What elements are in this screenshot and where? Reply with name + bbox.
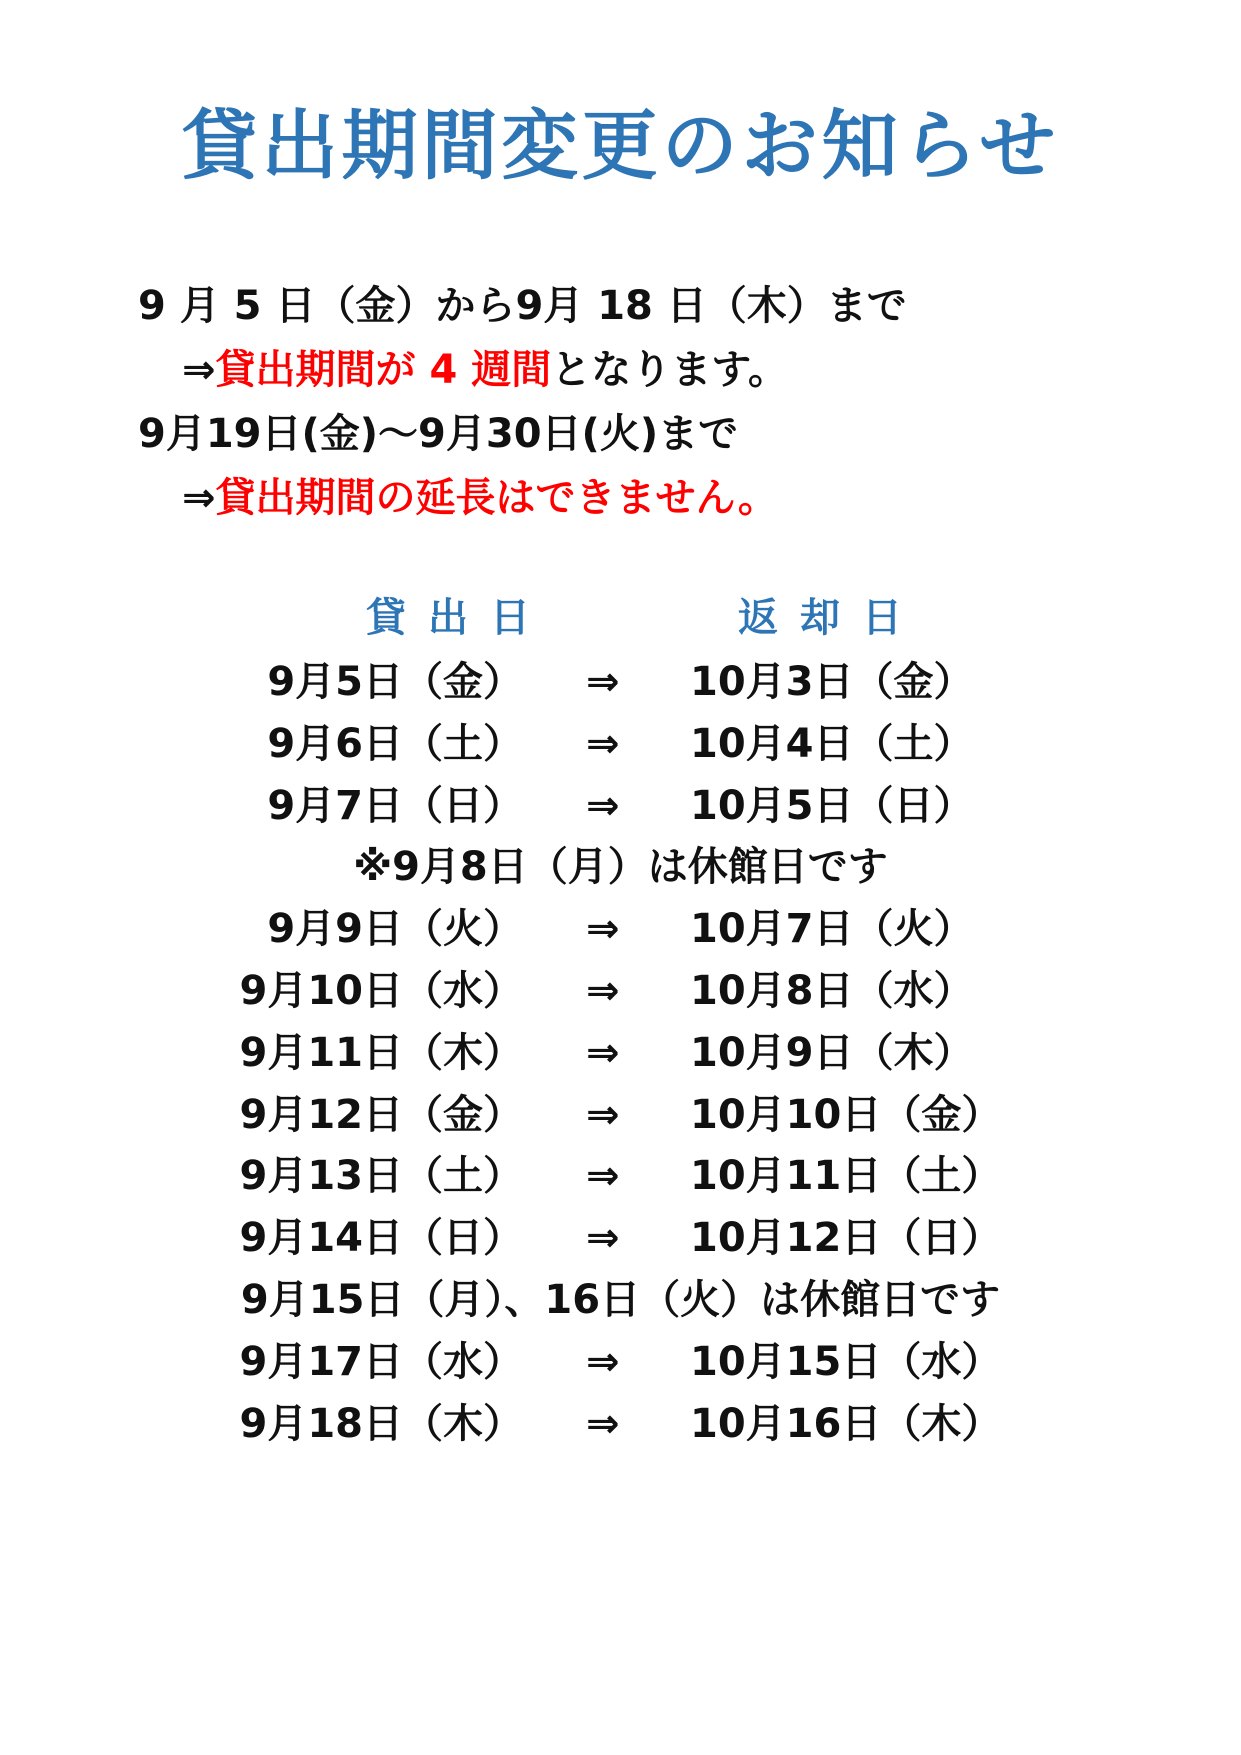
- table-row: [0, 1400, 1241, 1466]
- lend-date: 9月5日（金）: [267, 659, 523, 705]
- return-date: 10月15日（水）: [690, 1338, 1002, 1385]
- lend-date: 9月17日（水）: [239, 1338, 523, 1385]
- closed-day-note: [0, 1276, 1241, 1342]
- notice-highlight-no-extension: 貸出期間の延長はできません。: [215, 475, 778, 521]
- table-row: [0, 782, 1241, 848]
- page-title: 貸出期間変更のお知らせ: [181, 101, 1060, 190]
- notice-period-2-result: [182, 475, 1241, 521]
- notice-period-2: 9月19日(金)～9月30日(火)まで: [138, 411, 739, 457]
- arrow-icon: ⇒: [586, 1029, 620, 1076]
- lend-date: 9月6日（土）: [267, 720, 523, 767]
- arrow-icon: ⇒: [586, 967, 620, 1014]
- lend-date: 9月18日（木）: [239, 1400, 523, 1447]
- return-date: 10月10日（金）: [690, 1091, 1002, 1138]
- table-row: [0, 659, 1241, 724]
- arrow-icon: ⇒: [586, 906, 620, 953]
- header-lend-date: 貸出日: [366, 595, 552, 641]
- table-row: [0, 1153, 1241, 1218]
- notice-highlight-4-weeks: 貸出期間が 4 週間: [215, 347, 552, 393]
- arrow-icon: ⇒: [586, 1153, 620, 1200]
- notice-period-1: 9 月 5 日（金）から9月 18 日（木）まで: [138, 283, 907, 329]
- lend-date: 9月7日（日）: [267, 782, 523, 829]
- table-header: [0, 595, 1241, 644]
- table-row: [0, 1338, 1241, 1404]
- closed-day-text: 9月15日（月）、16日（火）は休館日です: [240, 1276, 1001, 1323]
- lend-date: 9月10日（水）: [239, 967, 523, 1014]
- arrow-icon: ⇒: [586, 1091, 620, 1138]
- arrow-icon: ⇒: [586, 720, 620, 767]
- arrow-icon: ⇒: [586, 1400, 620, 1447]
- table-row: [0, 1029, 1241, 1095]
- return-date: 10月4日（土）: [690, 720, 974, 767]
- header-return-date: 返却日: [738, 595, 924, 641]
- return-date: 10月8日（水）: [690, 967, 974, 1014]
- lend-date: 9月12日（金）: [239, 1091, 523, 1138]
- arrow-icon: ⇒: [586, 782, 620, 829]
- return-date: 10月7日（火）: [690, 906, 974, 953]
- return-date: 10月9日（木）: [690, 1029, 974, 1076]
- closed-day-note: [0, 844, 1241, 909]
- return-date: 10月11日（土）: [690, 1153, 1002, 1200]
- return-date: 10月12日（日）: [690, 1215, 1002, 1262]
- return-date: 10月3日（金）: [690, 659, 974, 705]
- table-row: [0, 906, 1241, 971]
- return-date: 10月5日（日）: [690, 782, 974, 829]
- table-row: [0, 1091, 1241, 1157]
- arrow-icon: ⇒: [182, 475, 216, 521]
- notice-suffix: となります。: [551, 347, 789, 393]
- lend-date: 9月9日（火）: [267, 906, 523, 953]
- lend-date: 9月14日（日）: [239, 1215, 523, 1262]
- arrow-icon: ⇒: [586, 1215, 620, 1262]
- schedule-table: [0, 659, 1241, 1465]
- table-row: [0, 1215, 1241, 1280]
- arrow-icon: ⇒: [586, 1338, 620, 1385]
- arrow-icon: ⇒: [182, 347, 216, 393]
- table-row: [0, 720, 1241, 786]
- table-row: [0, 967, 1241, 1033]
- arrow-icon: ⇒: [586, 659, 620, 705]
- return-date: 10月16日（木）: [690, 1400, 1002, 1447]
- notice-period-1-result: [182, 347, 1241, 393]
- lend-date: 9月13日（土）: [239, 1153, 523, 1200]
- lend-date: 9月11日（木）: [239, 1029, 523, 1076]
- closed-day-text: ※9月8日（月）は休館日です: [353, 844, 888, 891]
